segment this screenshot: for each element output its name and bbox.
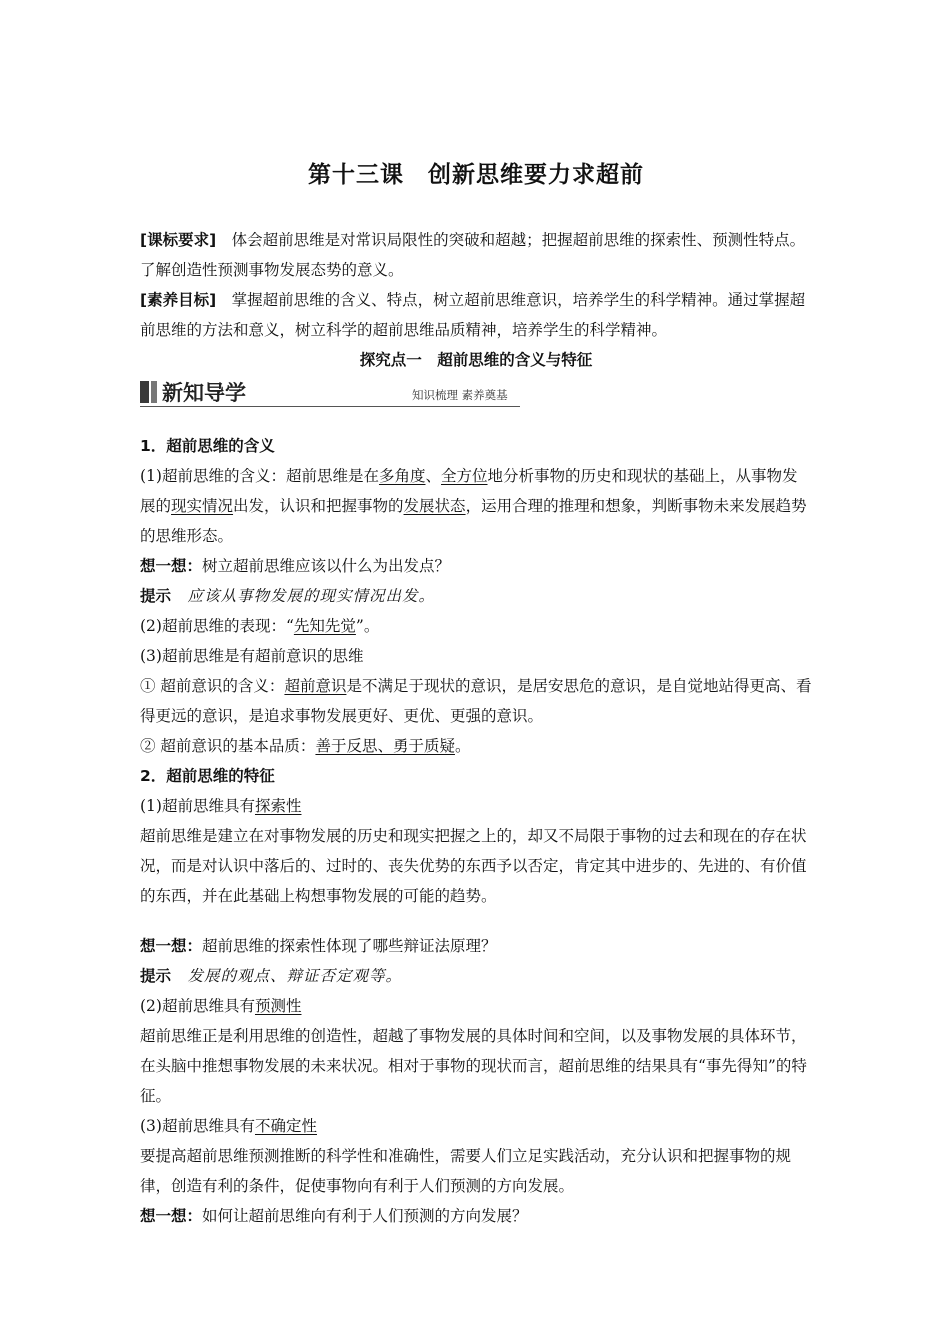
spacer — [140, 911, 812, 931]
banner-bar-accent-icon — [151, 381, 157, 403]
blank-answer: 超前意识 — [284, 677, 347, 695]
feature-uncertain — [140, 1111, 812, 1141]
blank-answer: 预测性 — [254, 997, 302, 1015]
text-run: 是不满足于现状的意识，是居安思危的意识，是自觉地站得更高、看得更远的意识，是追求事物发展更好、更优、更强的意识。 — [140, 677, 812, 725]
consciousness-meaning — [140, 671, 812, 731]
meaning-paragraph — [140, 461, 812, 551]
think-question — [140, 1201, 812, 1231]
blank-answer: 多角度 — [378, 467, 426, 485]
think-question — [140, 551, 812, 581]
feature-exploratory — [140, 791, 812, 821]
hint — [140, 581, 812, 611]
banner-label: 新知导学 — [162, 381, 246, 405]
section-banner — [140, 377, 812, 411]
think-text: 超前思维的探索性体现了哪些辩证法原理？ — [202, 937, 497, 955]
blank-answer: 先知先觉 — [293, 617, 356, 635]
blank-answer: 现实情况 — [171, 497, 234, 515]
hint — [140, 961, 812, 991]
text-run: ”。 — [355, 617, 380, 635]
section-title: 探究点一 超前思维的含义与特征 — [359, 351, 593, 369]
hint-text: 发展的观点、辩证否定观等。 — [171, 967, 403, 985]
feature-uncertain-text: 要提高超前思维预测推断的科学性和准确性，需要人们立足实践活动，充分认识和把握事物的规律，创造有利的条件，促使事物向有利于人们预测的方向发展。 — [140, 1147, 792, 1195]
blank-answer: 探索性 — [254, 797, 302, 815]
blank-answer: 善于反思、勇于质疑 — [315, 737, 455, 755]
think-question — [140, 931, 812, 961]
goal-text: 掌握超前思维的含义、特点，树立超前思维意识，培养学生的科学精神。通过掌握超前思维的方法和意义，树立科学的超前思维品质精神，培养学生的科学精神。 — [140, 291, 806, 339]
text-run: ，运用合理的推理和想象，判断事物未来发展趋势的思维形态。 — [140, 497, 807, 545]
feature-exploratory-text: 超前思维是建立在对事物发展的历史和现实把握之上的，却又不局限于事物的过去和现在的存在状况，而是对认识中落后的、过时的、丧失优势的东西予以否定，肯定其中进步的、先进的、有价值的东西，并在此基础上构想事物发展的可能的趋势。 — [140, 827, 807, 905]
think-label: 想一想： — [140, 937, 203, 955]
think-label: 想一想： — [140, 557, 203, 575]
requirement-text: 体会超前思维是对常识局限性的突破和超越；把握超前思维的探索性、预测性特点。了解创造性预测事物发展态势的意义。 — [140, 231, 806, 279]
curriculum-requirement — [140, 225, 812, 285]
heading-features: 2．超前思维的特征 — [140, 767, 275, 785]
text-run: ② 超前意识的基本品质： — [140, 737, 316, 755]
think-label: 想一想： — [140, 1207, 203, 1225]
text-run: ① 超前意识的含义： — [140, 677, 285, 695]
manifestation-paragraph — [140, 611, 812, 641]
banner-bar-icon — [140, 381, 149, 403]
hint-label: 提示 — [140, 587, 172, 605]
text-run: 出发，认识和把握事物的 — [233, 497, 404, 515]
text-run: 地分析事物的历史和现状的基础上，从事物发展的 — [140, 467, 798, 515]
text-run: 、 — [425, 467, 441, 485]
text-run: (1)超前思维的含义：超前思维是在 — [140, 467, 379, 485]
text-run: 。 — [454, 737, 471, 755]
blank-answer: 不确定性 — [254, 1117, 317, 1135]
feature-predictive-text: 超前思维正是利用思维的创造性，超越了事物发展的具体时间和空间，以及事物发展的具体环节，在头脑中推想事物发展的未来状况。相对于事物的现状而言，超前思维的结果具有“事先得知”的特征。 — [140, 1027, 807, 1105]
consciousness-quality — [140, 731, 812, 761]
text-run: (2)超前思维具有 — [140, 997, 255, 1015]
feature-predictive — [140, 991, 812, 1021]
requirement-tag: [课标要求] — [140, 231, 217, 249]
think-text: 如何让超前思维向有利于人们预测的方向发展？ — [202, 1207, 528, 1225]
hint-text: 应该从事物发展的现实情况出发。 — [171, 587, 436, 605]
text-run: (3)超前思维具有 — [140, 1117, 255, 1135]
goal-tag: [素养目标] — [140, 291, 217, 309]
banner-subtitle: 知识梳理 素养奠基 — [412, 388, 508, 402]
text-run: (1)超前思维具有 — [140, 797, 255, 815]
blank-answer: 全方位 — [441, 467, 488, 485]
heading-meaning: 1．超前思维的含义 — [140, 437, 275, 455]
banner-divider — [140, 406, 520, 407]
hint-label: 提示 — [140, 967, 172, 985]
think-text: 树立超前思维应该以什么为出发点？ — [202, 557, 451, 575]
blank-answer: 发展状态 — [403, 497, 466, 515]
page-title: 第十三课 创新思维要力求超前 — [308, 162, 644, 188]
consciousness-paragraph: (3)超前思维是有超前意识的思维 — [140, 647, 364, 665]
text-run: (2)超前思维的表现：“ — [140, 617, 294, 635]
document-page — [140, 150, 812, 1231]
literacy-goal — [140, 285, 812, 345]
